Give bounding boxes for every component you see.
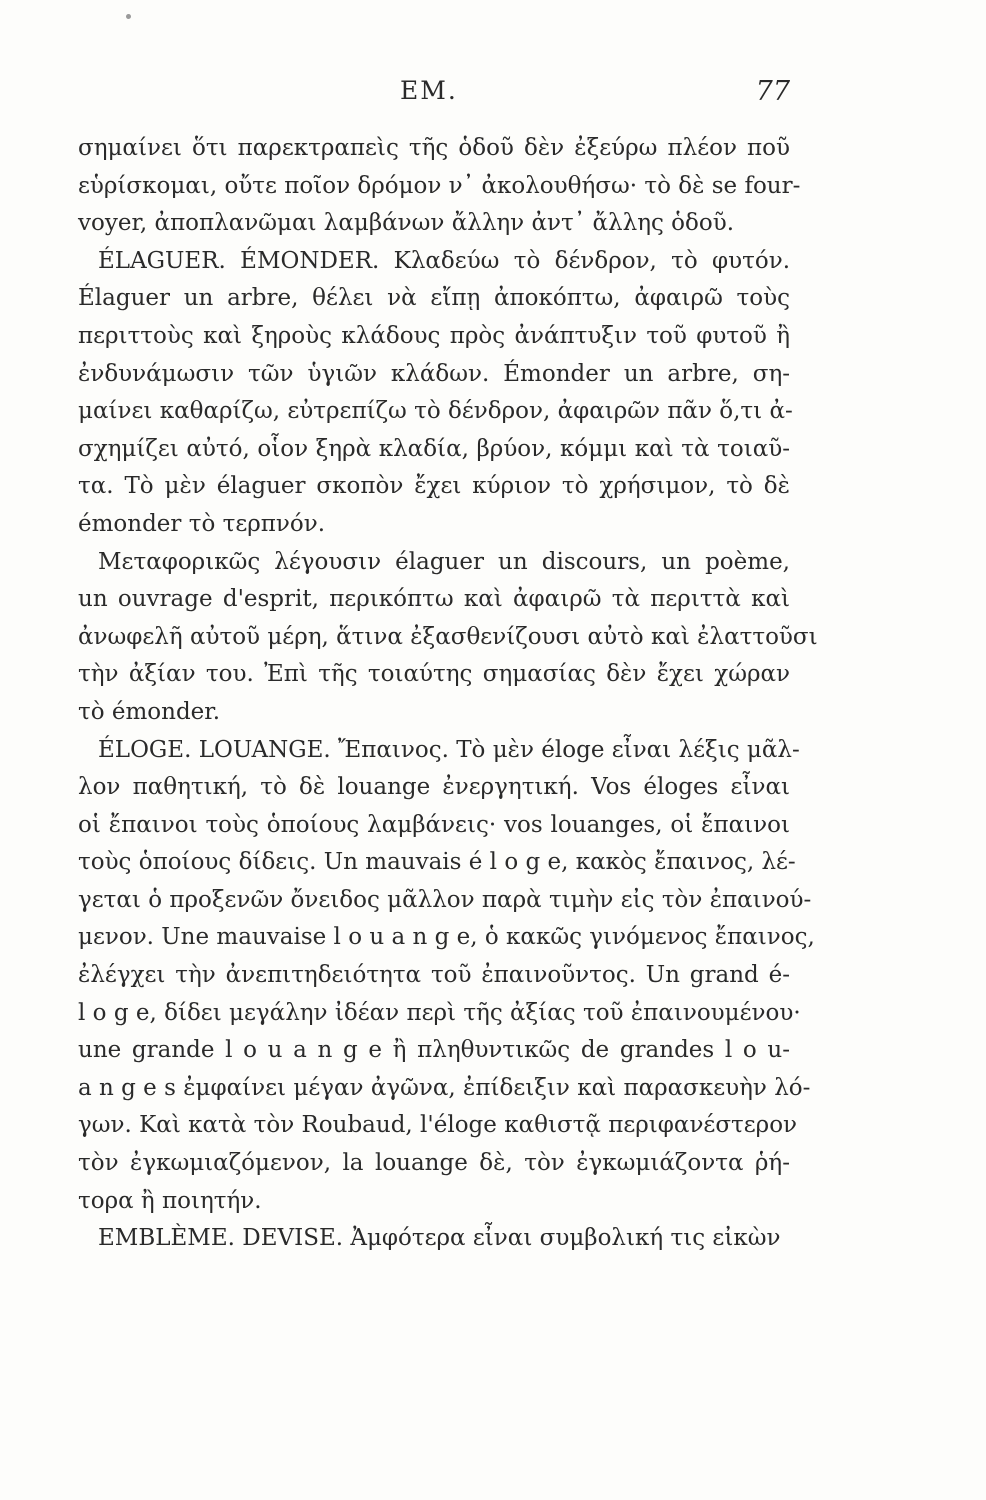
text-line: τα. Τὸ μὲν élaguer σκοπὸν ἔχει κύριον τὸ χρήσιμον, τὸ δὲ — [78, 473, 790, 500]
text-line: un ouvrage d'esprit, περικόπτω καὶ ἀφαιρῶ τὰ περιττὰ καὶ — [78, 586, 790, 613]
text-line: σχημίζει αὐτό, οἷον ξηρὰ κλαδία, βρύον, κόμμι καὶ τὰ τοιαῦ- — [78, 435, 790, 462]
text-line: λον παθητική, τὸ δὲ louange ἐνεργητική. Vos éloges εἶναι — [78, 774, 790, 801]
text-line: περιττοὺς καὶ ξηροὺς κλάδους πρὸς ἀνάπτυξιν τοῦ φυτοῦ ἢ — [78, 322, 790, 349]
text-line: γων. Καὶ κατὰ τὸν Roubaud, l'éloge καθιστᾷ περιφανέστερον — [78, 1112, 798, 1139]
paragraph — [78, 1220, 790, 1258]
text-line: une grande l o u a n g e ἢ πληθυντικῶς de grandes l o u- — [78, 1037, 790, 1064]
text-line: EMBLÈME. DEVISE. Ἀμφότερα εἶναι συμβολική τις εἰκὼν — [98, 1225, 781, 1252]
text-line: γεται ὁ προξενῶν ὄνειδος μᾶλλον παρὰ τιμὴν εἰς τὸν ἐπαινού- — [78, 886, 812, 913]
page-number: 77 — [755, 76, 790, 107]
body-text — [78, 130, 818, 1258]
text-line: τοὺς ὁποίους δίδεις. Un mauvais é l o g e, κακὸς ἔπαινος, λέ- — [78, 849, 796, 876]
paragraph — [78, 732, 815, 1221]
ink-speck — [126, 14, 131, 19]
text-line: émonder τὸ τερπνόν. — [78, 510, 326, 537]
text-line: ÉLOGE. LOUANGE. Ἔπαινος. Τὸ μὲν éloge εἶναι λέξις μᾶλ- — [98, 736, 800, 763]
paragraph — [78, 544, 818, 732]
text-line: τὸ émonder. — [78, 698, 221, 725]
text-line: ÉLAGUER. ÉMONDER. Κλαδεύω τὸ δένδρον, τὸ φυτόν. — [98, 247, 790, 274]
text-line: σημαίνει ὅτι παρεκτραπεὶς τῆς ὁδοῦ δὲν ἐξεύρω πλέον ποῦ — [78, 135, 790, 161]
text-line: Μεταφορικῶς λέγουσιν élaguer un discours, un poème, — [98, 548, 790, 575]
paragraph — [78, 130, 801, 243]
text-line: l o g e, δίδει μεγάλην ἰδέαν περὶ τῆς ἀξίας τοῦ ἐπαινουμένου· — [78, 999, 801, 1026]
text-line: ἐλέγχει τὴν ἀνεπιτηδειότητα τοῦ ἐπαινοῦντος. Un grand é- — [78, 962, 790, 989]
text-line: μενον. Une mauvaise l o u a n g e, ὁ κακῶς γινόμενος ἔπαινος, — [78, 924, 815, 951]
running-head: ΕΜ. — [400, 76, 458, 105]
text-line: τὸν ἐγκωμιαζόμενον, la louange δὲ, τὸν ἐγκωμιάζοντα ῥή- — [78, 1150, 790, 1177]
text-line: μαίνει καθαρίζω, εὐτρεπίζω τὸ δένδρον, ἀφαιρῶν πᾶν ὅ,τι ἀ- — [78, 398, 793, 425]
page-header — [78, 76, 790, 116]
text-line: a n g e s ἐμφαίνει μέγαν ἀγῶνα, ἐπίδειξιν καὶ παρασκευὴν λό- — [78, 1074, 811, 1101]
text-line: ἀνωφελῆ αὐτοῦ μέρη, ἅτινα ἐξασθενίζουσι αὐτὸ καὶ ἐλαττοῦσι — [78, 623, 818, 650]
text-line: οἱ ἔπαινοι τοὺς ὁποίους λαμβάνεις· vos louanges, οἱ ἔπαινοι — [78, 811, 790, 838]
text-line: Élaguer un arbre, θέλει νὰ εἴπῃ ἀποκόπτω, ἀφαιρῶ τοὺς — [78, 285, 790, 312]
text-line: εὑρίσκομαι, οὔτε ποῖον δρόμον ν᾽ ἀκολουθήσω· τὸ δὲ se four- — [78, 172, 801, 199]
text-line: voyer, ἀποπλανῶμαι λαμβάνων ἄλλην ἀντ᾽ ἄλλης ὁδοῦ. — [78, 210, 735, 237]
text-line: τὴν ἀξίαν του. Ἐπὶ τῆς τοιαύτης σημασίας δὲν ἔχει χώραν — [78, 661, 790, 688]
text-line: τορα ἢ ποιητήν. — [78, 1187, 262, 1214]
text-line: ἐνδυνάμωσιν τῶν ὑγιῶν κλάδων. Émonder un arbre, ση- — [78, 360, 790, 387]
paragraph — [78, 243, 793, 544]
